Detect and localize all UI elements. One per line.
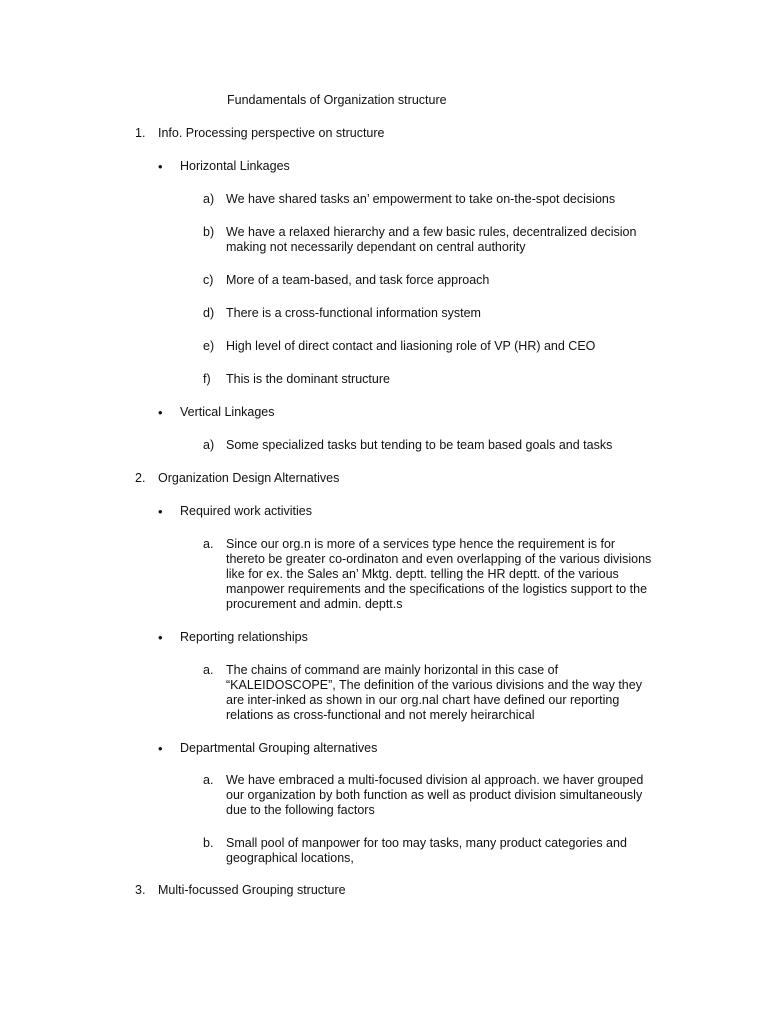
item-text-line: The chains of command are mainly horizontal in this case of bbox=[226, 663, 559, 677]
section-heading: Info. Processing perspective on structure bbox=[158, 126, 385, 140]
section-number: 3. bbox=[135, 883, 146, 897]
group-label: Departmental Grouping alternatives bbox=[180, 741, 378, 755]
item-marker: a. bbox=[203, 773, 214, 787]
item-marker: a) bbox=[203, 192, 215, 206]
group-label: Horizontal Linkages bbox=[180, 159, 290, 173]
section-heading: Multi-focussed Grouping structure bbox=[158, 883, 346, 897]
item-text: There is a cross-functional information system bbox=[226, 306, 481, 320]
item-text: This is the dominant structure bbox=[226, 372, 390, 386]
item-text: We have shared tasks an’ empowerment to take on-the-spot decisions bbox=[226, 192, 616, 206]
item-text-line: procurement and admin. deptt.s bbox=[226, 597, 403, 611]
section-number: 2. bbox=[135, 471, 146, 485]
item-text-line: manpower requirements and the specifications of the logistics support to the bbox=[226, 582, 648, 596]
bullet-icon: • bbox=[158, 504, 163, 519]
item-marker: a. bbox=[203, 663, 214, 677]
item-text-line: like for ex. the Sales an’ Mktg. deptt. telling the HR deptt. of the various bbox=[226, 567, 619, 581]
item-text-line: our organization by both function as well as product division simultaneously bbox=[226, 788, 643, 802]
item-text-line: due to the following factors bbox=[226, 803, 375, 817]
item-text-line: “KALEIDOSCOPE”, The definition of the various divisions and the way they bbox=[226, 678, 642, 692]
group-label: Vertical Linkages bbox=[180, 405, 275, 419]
group-label: Required work activities bbox=[180, 504, 312, 518]
item-text-line: We have a relaxed hierarchy and a few basic rules, decentralized decision bbox=[226, 225, 637, 239]
item-marker: d) bbox=[203, 306, 215, 320]
item-text-line: making not necessarily dependant on central authority bbox=[226, 240, 526, 254]
bullet-icon: • bbox=[158, 630, 163, 645]
item-marker: b. bbox=[203, 836, 214, 850]
bullet-icon: • bbox=[158, 405, 163, 420]
item-text-line: are inter-inked as shown in our org.nal chart have defined our reporting bbox=[226, 693, 620, 707]
group-label: Reporting relationships bbox=[180, 630, 308, 644]
item-text: Some specialized tasks but tending to be team based goals and tasks bbox=[226, 438, 613, 452]
item-text: More of a team-based, and task force approach bbox=[226, 273, 490, 287]
item-marker: c) bbox=[203, 273, 214, 287]
item-text: High level of direct contact and liasioning role of VP (HR) and CEO bbox=[226, 339, 596, 353]
item-text-line: relations as cross-functional and not merely heirarchical bbox=[226, 708, 535, 722]
item-text-line: geographical locations, bbox=[226, 851, 354, 865]
item-marker: b) bbox=[203, 225, 215, 239]
item-text-line: Since our org.n is more of a services type hence the requirement is for bbox=[226, 537, 616, 551]
item-text-line: We have embraced a multi-focused division al approach. we haver grouped bbox=[226, 773, 644, 787]
document-title: Fundamentals of Organization structure bbox=[227, 93, 447, 107]
item-marker: a. bbox=[203, 537, 214, 551]
item-marker: a) bbox=[203, 438, 215, 452]
section-number: 1. bbox=[135, 126, 146, 140]
bullet-icon: • bbox=[158, 741, 163, 756]
item-marker: e) bbox=[203, 339, 215, 353]
section-heading: Organization Design Alternatives bbox=[158, 471, 340, 485]
item-text-line: Small pool of manpower for too may tasks, many product categories and bbox=[226, 836, 627, 850]
item-marker: f) bbox=[203, 372, 211, 386]
bullet-icon: • bbox=[158, 159, 163, 174]
item-text-line: thereto be greater co-ordinaton and even overlapping of the various divisions bbox=[226, 552, 652, 566]
